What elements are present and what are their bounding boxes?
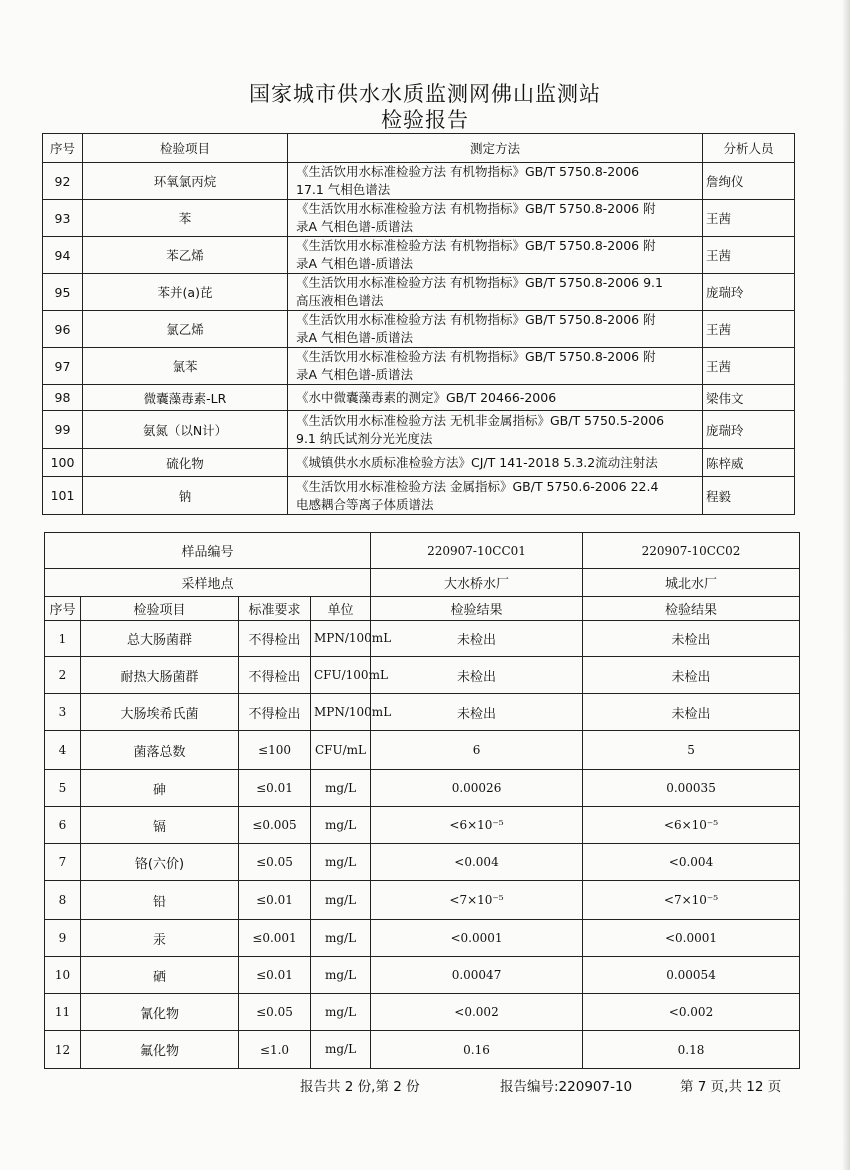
- row-result-2: 未检出: [583, 621, 800, 657]
- row-result-1: <0.002: [371, 994, 583, 1031]
- row-item: 苯并(a)芘: [83, 274, 288, 311]
- row-standard: ≤0.01: [239, 957, 311, 994]
- row-unit: mg/L: [311, 957, 371, 994]
- row-standard: 不得检出: [239, 657, 311, 694]
- row-result-2: 5: [583, 731, 800, 770]
- method-row: [43, 163, 795, 200]
- row-analyst: 王茜: [703, 311, 795, 348]
- row-unit: mg/L: [311, 994, 371, 1031]
- method-line: 《生活饮用水标准检验方法 有机物指标》GB/T 5750.8-2006 附: [296, 238, 656, 253]
- location-label: 采样地点: [45, 569, 371, 597]
- row-no: 92: [43, 163, 83, 200]
- row-no: 93: [43, 200, 83, 237]
- row-result-2: 未检出: [583, 657, 800, 694]
- row-item: 铬(六价): [81, 844, 239, 881]
- row-item: 氨氮（以N计）: [83, 411, 288, 449]
- row-standard: 不得检出: [239, 694, 311, 731]
- row-item: 硒: [81, 957, 239, 994]
- row-result-1: 0.00026: [371, 770, 583, 807]
- row-unit: mg/L: [311, 920, 371, 957]
- row-item: 氯乙烯: [83, 311, 288, 348]
- row-result-1: 未检出: [371, 694, 583, 731]
- method-line: 电感耦合等离子体质谱法: [296, 496, 434, 512]
- page-number: 第 7 页,共 12 页: [680, 1079, 782, 1095]
- row-no: 10: [45, 957, 81, 994]
- row-no: 101: [43, 477, 83, 515]
- row-no: 4: [45, 731, 81, 770]
- row-unit: MPN/100mL: [311, 621, 371, 657]
- row-result-1: 未检出: [371, 621, 583, 657]
- row-unit: mg/L: [311, 1031, 371, 1069]
- row-no: 94: [43, 237, 83, 274]
- row-result-1: 6: [371, 731, 583, 770]
- row-item: 氟化物: [81, 1031, 239, 1069]
- row-no: 100: [43, 449, 83, 477]
- row-result-2: 0.00035: [583, 770, 800, 807]
- method-line: 《生活饮用水标准检验方法 金属指标》GB/T 5750.6-2006 22.4: [296, 478, 659, 494]
- row-item: 汞: [81, 920, 239, 957]
- row-no: 5: [45, 770, 81, 807]
- result-row: [45, 881, 800, 920]
- row-standard: ≤100: [239, 731, 311, 770]
- row-no: 98: [43, 385, 83, 411]
- method-line: 《生活饮用水标准检验方法 无机非金属指标》GB/T 5750.5-2006: [296, 412, 665, 428]
- method-row: [43, 200, 795, 237]
- result-row: [45, 994, 800, 1031]
- method-row: [43, 477, 795, 515]
- method-row: [43, 449, 795, 477]
- row-no: 3: [45, 694, 81, 731]
- col-no: 序号: [45, 597, 81, 621]
- row-item: 钠: [83, 477, 288, 515]
- row-item: 微囊藻毒素-LR: [83, 385, 288, 411]
- row-result-2: <6×10⁻⁵: [583, 807, 800, 844]
- row-result-1: 未检出: [371, 657, 583, 694]
- result-row: [45, 844, 800, 881]
- method-line: 高压液相色谱法: [296, 293, 384, 308]
- location-2: 城北水厂: [583, 569, 800, 597]
- sample-id-label: 样品编号: [45, 533, 371, 569]
- row-item: 苯: [83, 200, 288, 237]
- method-row: [43, 237, 795, 274]
- result-row: [45, 694, 800, 731]
- row-analyst: 庞瑞玲: [703, 274, 795, 311]
- header-item: 检验项目: [83, 134, 288, 163]
- row-unit: CFU/mL: [311, 731, 371, 770]
- row-standard: ≤1.0: [239, 1031, 311, 1069]
- col-item: 检验项目: [81, 597, 239, 621]
- method-line: 《城镇供水水质标准检验方法》CJ/T 141-2018 5.3.2流动注射法: [296, 454, 658, 470]
- row-result-1: <0.004: [371, 844, 583, 881]
- row-result-2: 未检出: [583, 694, 800, 731]
- row-item: 氯苯: [83, 348, 288, 385]
- row-analyst: 王茜: [703, 348, 795, 385]
- row-analyst: 梁伟文: [703, 385, 795, 411]
- row-no: 95: [43, 274, 83, 311]
- row-item: 总大肠菌群: [81, 621, 239, 657]
- col-unit: 单位: [311, 597, 371, 621]
- row-method: [288, 449, 703, 477]
- method-line: 《水中微囊藻毒素的测定》GB/T 20466-2006: [296, 389, 557, 405]
- row-item: 氰化物: [81, 994, 239, 1031]
- result-row: [45, 621, 800, 657]
- row-result-2: <0.004: [583, 844, 800, 881]
- method-table: [42, 133, 795, 515]
- row-item: 硫化物: [83, 449, 288, 477]
- method-line: 录A 气相色谱-质谱法: [296, 256, 414, 271]
- row-standard: ≤0.001: [239, 920, 311, 957]
- method-line: 录A 气相色谱-质谱法: [296, 219, 414, 234]
- row-no: 8: [45, 881, 81, 920]
- row-unit: MPN/100mL: [311, 694, 371, 731]
- row-result-2: 0.18: [583, 1031, 800, 1069]
- method-line: 9.1 纳氏试剂分光光度法: [296, 430, 433, 446]
- row-no: 97: [43, 348, 83, 385]
- result-row: [45, 920, 800, 957]
- row-item: 菌落总数: [81, 731, 239, 770]
- row-item: 大肠埃希氏菌: [81, 694, 239, 731]
- method-line: 《生活饮用水标准检验方法 有机物指标》GB/T 5750.8-2006 附: [296, 349, 656, 364]
- results-table: [44, 532, 800, 1069]
- method-line: 《生活饮用水标准检验方法 有机物指标》GB/T 5750.8-2006: [296, 164, 640, 179]
- method-row: [43, 385, 795, 411]
- row-analyst: 王茜: [703, 200, 795, 237]
- method-line: 《生活饮用水标准检验方法 有机物指标》GB/T 5750.8-2006 附: [296, 201, 656, 216]
- row-result-2: <7×10⁻⁵: [583, 881, 800, 920]
- result-row: [45, 657, 800, 694]
- method-line: 17.1 气相色谱法: [296, 182, 391, 197]
- station-title: 国家城市供水水质监测网佛山监测站: [249, 82, 601, 106]
- method-line: 《生活饮用水标准检验方法 有机物指标》GB/T 5750.8-2006 9.1: [296, 275, 663, 290]
- row-no: 2: [45, 657, 81, 694]
- row-unit: mg/L: [311, 844, 371, 881]
- row-item: 环氧氯丙烷: [83, 163, 288, 200]
- col-standard: 标准要求: [239, 597, 311, 621]
- result-row: [45, 1031, 800, 1069]
- row-standard: ≤0.005: [239, 807, 311, 844]
- result-row: [45, 807, 800, 844]
- row-result-1: <0.0001: [371, 920, 583, 957]
- row-method: [288, 237, 703, 274]
- row-method: [288, 163, 703, 200]
- method-line: 录A 气相色谱-质谱法: [296, 330, 414, 345]
- row-unit: mg/L: [311, 807, 371, 844]
- row-standard: ≤0.01: [239, 770, 311, 807]
- row-standard: ≤0.05: [239, 844, 311, 881]
- row-method: [288, 477, 703, 515]
- row-no: 9: [45, 920, 81, 957]
- row-no: 12: [45, 1031, 81, 1069]
- row-no: 7: [45, 844, 81, 881]
- row-analyst: 詹绚仪: [703, 163, 795, 200]
- location-1: 大水桥水厂: [371, 569, 583, 597]
- row-result-2: 0.00054: [583, 957, 800, 994]
- method-line: 录A 气相色谱-质谱法: [296, 367, 414, 382]
- row-method: [288, 274, 703, 311]
- row-result-1: 0.16: [371, 1031, 583, 1069]
- row-method: [288, 311, 703, 348]
- method-row: [43, 311, 795, 348]
- col-result-2: 检验结果: [583, 597, 800, 621]
- row-unit: mg/L: [311, 770, 371, 807]
- scan-edge-shadow: [842, 0, 850, 1170]
- header-analyst: 分析人员: [703, 134, 795, 163]
- method-row: [43, 411, 795, 449]
- row-item: 镉: [81, 807, 239, 844]
- row-no: 96: [43, 311, 83, 348]
- method-line: 《生活饮用水标准检验方法 有机物指标》GB/T 5750.8-2006 附: [296, 312, 656, 327]
- col-result-1: 检验结果: [371, 597, 583, 621]
- method-row: [43, 348, 795, 385]
- row-method: [288, 348, 703, 385]
- result-row: [45, 957, 800, 994]
- report-title: 检验报告: [381, 108, 469, 132]
- row-standard: ≤0.01: [239, 881, 311, 920]
- row-no: 99: [43, 411, 83, 449]
- result-row: [45, 731, 800, 770]
- row-standard: 不得检出: [239, 621, 311, 657]
- row-item: 苯乙烯: [83, 237, 288, 274]
- row-result-1: <6×10⁻⁵: [371, 807, 583, 844]
- row-result-1: <7×10⁻⁵: [371, 881, 583, 920]
- row-item: 铅: [81, 881, 239, 920]
- row-no: 11: [45, 994, 81, 1031]
- report-number: 报告编号:220907-10: [500, 1079, 633, 1095]
- header-method: 测定方法: [288, 134, 703, 163]
- header-no: 序号: [43, 134, 83, 163]
- method-row: [43, 274, 795, 311]
- row-unit: CFU/100mL: [311, 657, 371, 694]
- row-analyst: 王茜: [703, 237, 795, 274]
- row-method: [288, 385, 703, 411]
- row-standard: ≤0.05: [239, 994, 311, 1031]
- row-analyst: 程毅: [703, 477, 795, 515]
- row-unit: mg/L: [311, 881, 371, 920]
- row-analyst: 陈梓威: [703, 449, 795, 477]
- row-method: [288, 411, 703, 449]
- row-no: 6: [45, 807, 81, 844]
- row-item: 耐热大肠菌群: [81, 657, 239, 694]
- sample-id-2: 220907-10CC02: [583, 533, 800, 569]
- row-result-1: 0.00047: [371, 957, 583, 994]
- row-result-2: <0.002: [583, 994, 800, 1031]
- row-analyst: 庞瑞玲: [703, 411, 795, 449]
- row-method: [288, 200, 703, 237]
- row-result-2: <0.0001: [583, 920, 800, 957]
- sample-id-1: 220907-10CC01: [371, 533, 583, 569]
- row-no: 1: [45, 621, 81, 657]
- copies-text: 报告共 2 份,第 2 份: [300, 1079, 420, 1095]
- result-row: [45, 770, 800, 807]
- row-item: 砷: [81, 770, 239, 807]
